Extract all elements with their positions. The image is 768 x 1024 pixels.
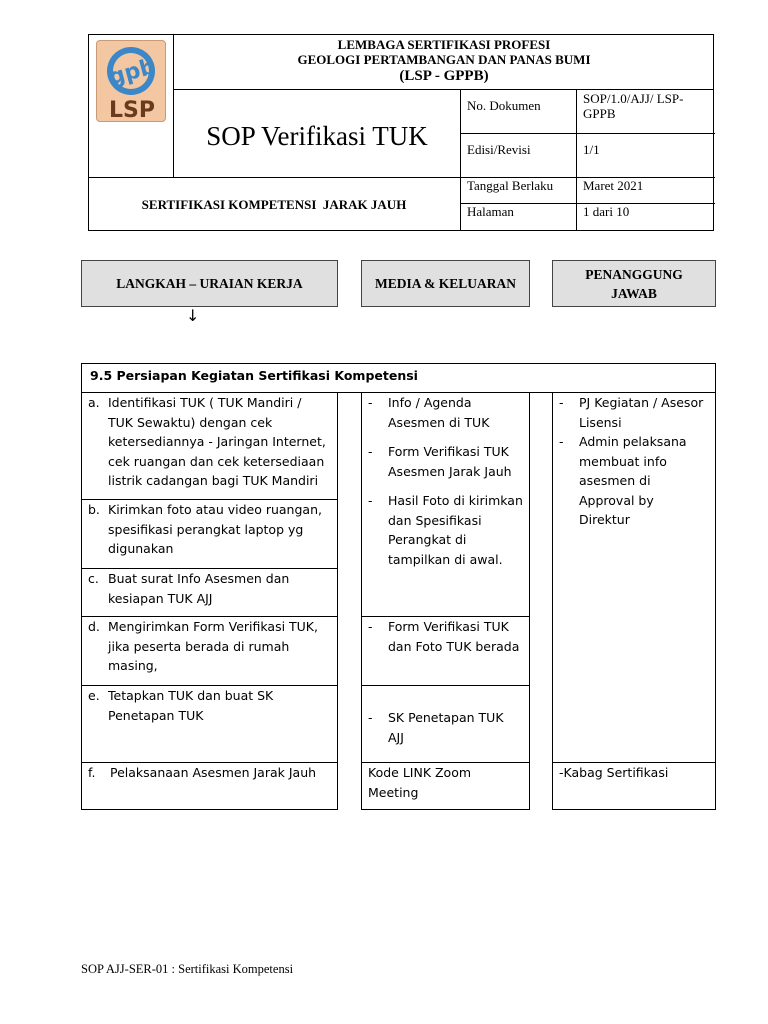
bullet-dash: - [368, 710, 373, 725]
col-header-pj-line2: JAWAB [611, 285, 657, 301]
pj-line: Admin pelaksana [579, 434, 687, 449]
pj-line: membuat info [579, 453, 667, 469]
bullet-dash: - [368, 619, 373, 634]
svg-text:gpb: gpb [106, 54, 159, 91]
step-marker: e. [88, 688, 100, 703]
col-header-pj-line1: PENANGGUNG [585, 266, 683, 282]
step-line: Buat surat Info Asesmen dan [108, 571, 290, 586]
step-line: jika peserta berada di rumah [108, 638, 290, 654]
media-line: Form Verifikasi TUK [388, 619, 509, 634]
step-a [81, 393, 338, 500]
step-line: Kirimkan foto atau video ruangan, [108, 502, 322, 517]
step-line: listrik cadangan bagi TUK Mandiri [108, 473, 319, 488]
step-line: Pelaksanaan Asesmen Jarak Jauh [110, 765, 317, 780]
media-line: SK Penetapan TUK AJJ [388, 710, 504, 745]
media-line: Form Verifikasi TUK [388, 444, 509, 459]
bullet-dash: - [368, 444, 373, 459]
org-line-2: GEOLOGI PERTAMBANGAN DAN PANAS BUMI [297, 52, 591, 67]
gppb-logo-icon [97, 41, 167, 123]
step-marker: c. [88, 571, 99, 586]
step-line: TUK Sewaktu) dengan cek [108, 414, 273, 430]
org-line-3: (LSP - GPPB) [399, 68, 489, 84]
media-group-2 [361, 616, 530, 686]
section-title [81, 363, 716, 393]
meta-value-doc: SOP/1.0/AJJ/ LSP-GPPB [577, 90, 715, 134]
logo-column [88, 34, 174, 177]
pj-group-2 [552, 762, 716, 810]
step-marker: d. [88, 619, 100, 634]
pj-line: Approval by [579, 492, 654, 508]
page-title: SOP Verifikasi TUK [206, 121, 428, 151]
step-d [81, 616, 338, 686]
step-line: Identifikasi TUK ( TUK Mandiri / [108, 395, 302, 410]
media-line: Meeting [368, 784, 419, 800]
meta-value-page: 1 dari 10 [583, 204, 630, 219]
meta-value-revision: 1/1 [583, 142, 600, 157]
step-line: ketersediannya - Jaringan Internet, [108, 434, 326, 449]
media-group-3 [361, 685, 530, 763]
pj-line: Direktur [579, 512, 630, 527]
step-line: masing, [108, 658, 158, 673]
org-line-1: LEMBAGA SERTIFIKASI PROFESI [337, 37, 551, 52]
bullet-dash: - [368, 493, 373, 508]
media-line: Asesmen di TUK [388, 414, 490, 430]
meta-label-page: Halaman [461, 204, 577, 231]
step-marker: b. [88, 502, 100, 517]
media-line: Kode LINK Zoom [368, 765, 472, 780]
media-line: dan Foto TUK berada [388, 638, 520, 654]
document-subtitle: SERTIFIKASI KOMPETENSI JARAK JAUH [88, 177, 460, 231]
col-header-pj [552, 260, 716, 307]
media-line: Info / Agenda [388, 395, 472, 410]
media-group-4 [361, 762, 530, 810]
meta-label-doc: No. Dokumen [461, 90, 577, 134]
svg-text:LSP: LSP [109, 98, 155, 123]
section-title-text: 9.5 Persiapan Kegiatan Sertifikasi Kompetensi [90, 368, 418, 383]
pj-line: PJ Kegiatan / Asesor [579, 395, 704, 410]
meta-grid [460, 90, 714, 231]
pj-line: Lisensi [579, 414, 622, 430]
step-line: cek ruangan dan cek ketersediaan [108, 453, 325, 469]
step-b [81, 499, 338, 569]
col-header-langkah [81, 260, 338, 307]
step-marker: a. [88, 395, 100, 410]
step-line: digunakan [108, 541, 174, 556]
step-e [81, 685, 338, 763]
page-footer: SOP AJJ-SER-01 : Sertifikasi Kompetensi [81, 962, 294, 976]
col-header-media-label: MEDIA & KELUARAN [374, 276, 516, 291]
meta-label-revision: Edisi/Revisi [461, 134, 577, 177]
bullet-dash: - [559, 395, 564, 410]
step-line: Mengirimkan Form Verifikasi TUK, [108, 619, 318, 634]
step-line: Tetapkan TUK dan buat SK [108, 688, 274, 703]
step-marker: f. [88, 765, 96, 780]
col-header-langkah-label: LANGKAH – URAIAN KERJA [116, 276, 303, 291]
down-arrow-icon: ↓ [186, 306, 200, 325]
media-line: dan Spesifikasi [388, 512, 482, 528]
media-line: Asesmen Jarak Jauh [388, 463, 512, 479]
step-c [81, 568, 338, 617]
step-f [81, 762, 338, 810]
media-line: Perangkat di [388, 532, 467, 547]
step-line: spesifikasi perangkat laptop yg [108, 521, 304, 537]
bullet-dash: - [559, 434, 564, 449]
media-line: tampilkan di awal. [388, 551, 503, 567]
step-line: kesiapan TUK AJJ [108, 590, 213, 606]
org-name [174, 34, 714, 90]
lsp-logo [96, 40, 166, 122]
meta-label-date: Tanggal Berlaku [461, 177, 577, 204]
pj-line: asesmen di [579, 473, 651, 488]
pj-line: -Kabag Sertifikasi [559, 765, 669, 780]
bullet-dash: - [368, 395, 373, 410]
media-group-1 [361, 393, 530, 617]
pj-group-1 [552, 393, 716, 763]
col-header-media [361, 260, 530, 307]
step-line: Penetapan TUK [108, 707, 204, 723]
media-line: Hasil Foto di kirimkan [388, 493, 523, 508]
meta-value-date: Maret 2021 [577, 177, 715, 204]
